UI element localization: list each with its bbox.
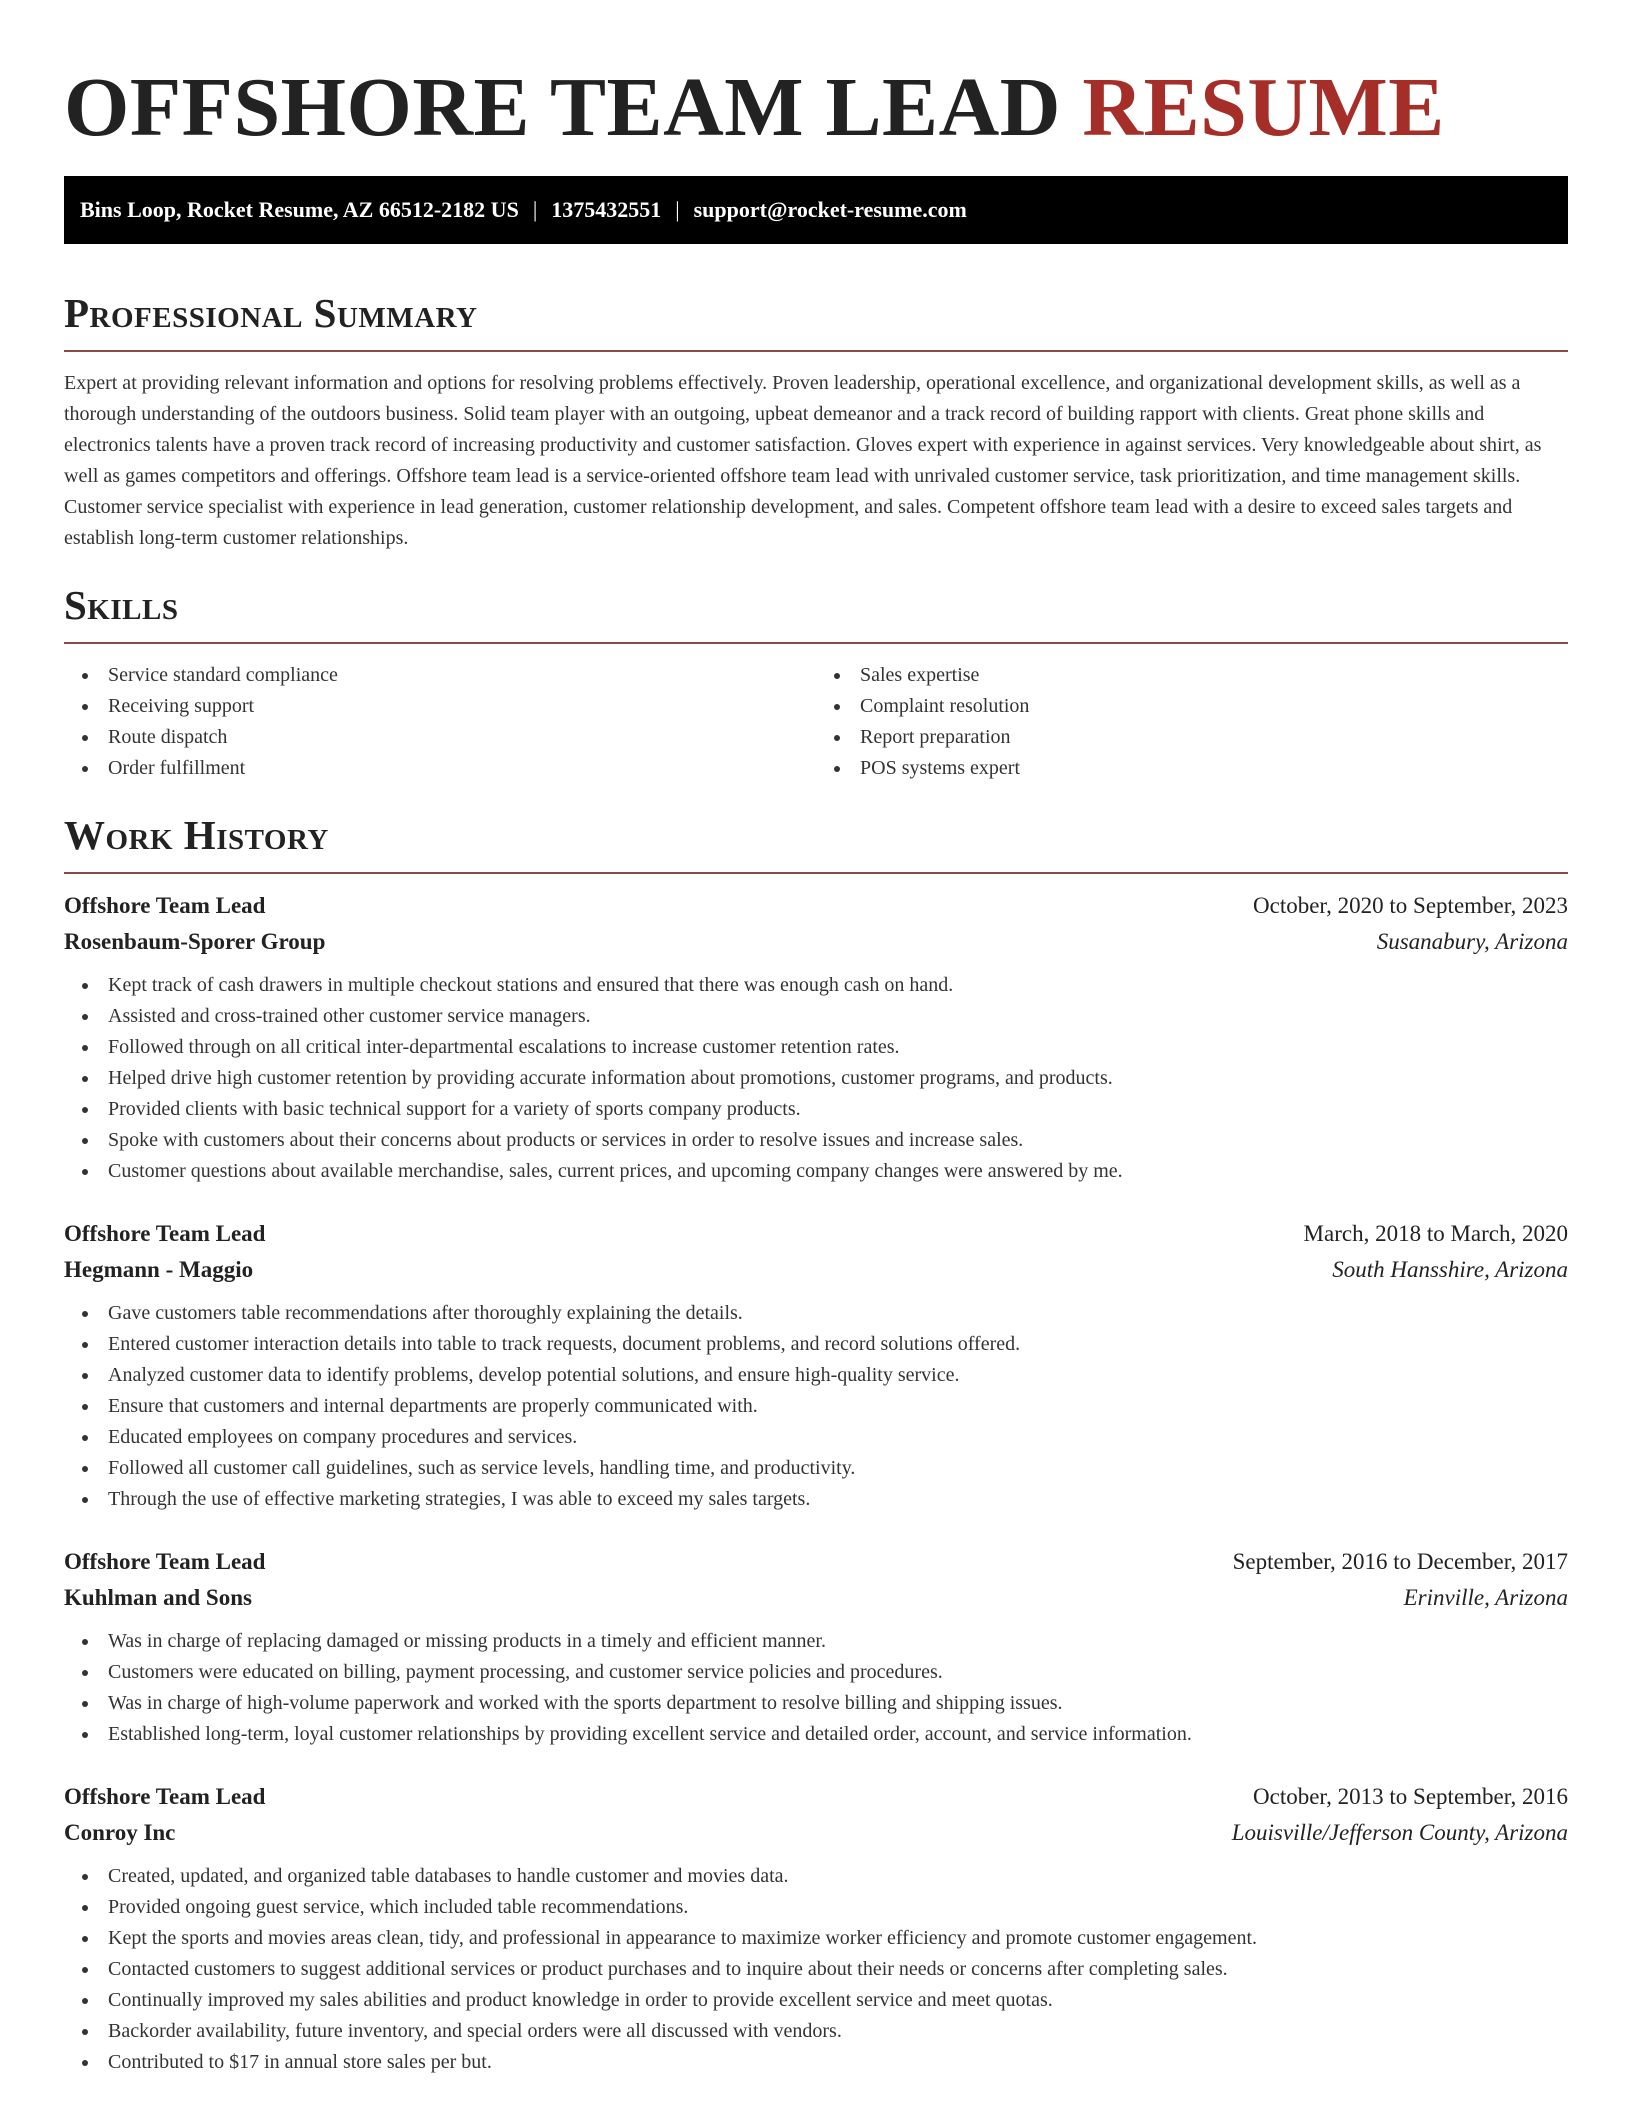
- job-bullet: Ensure that customers and internal departments are properly communicated with.: [64, 1391, 1568, 1422]
- job-bullets: [64, 1626, 1568, 1750]
- title-main: OFFSHORE TEAM LEAD: [64, 61, 1061, 154]
- job-entry: [64, 888, 1568, 1187]
- job-bullet: Contributed to $17 in annual store sales per but.: [64, 2047, 1568, 2078]
- skill-item: Order fulfillment: [64, 753, 816, 784]
- job-entry: [64, 1779, 1568, 2078]
- job-bullets: [64, 970, 1568, 1187]
- job-bullet: Customers were educated on billing, payment processing, and customer service policies and procedures.: [64, 1657, 1568, 1688]
- job-location: Louisville/Jefferson County, Arizona: [1231, 1820, 1568, 1845]
- job-bullet: Educated employees on company procedures and services.: [64, 1422, 1568, 1453]
- job-header: [64, 1779, 1568, 1815]
- work-history-section: [64, 810, 1568, 2078]
- skills-list-right: [816, 660, 1568, 784]
- skill-item: Route dispatch: [64, 722, 816, 753]
- job-location: South Hansshire, Arizona: [1332, 1257, 1568, 1282]
- job-bullet: Gave customers table recommendations after thoroughly explaining the details.: [64, 1298, 1568, 1329]
- skill-item: Report preparation: [816, 722, 1568, 753]
- section-divider: [64, 642, 1568, 644]
- job-company: Hegmann - Maggio: [64, 1257, 254, 1282]
- job-bullets: [64, 1298, 1568, 1515]
- job-subheader: [64, 1580, 1568, 1616]
- job-entry: [64, 1544, 1568, 1750]
- skills-list-left: [64, 660, 816, 784]
- job-bullet: Analyzed customer data to identify problems, develop potential solutions, and ensure high-quality service.: [64, 1360, 1568, 1391]
- section-heading-summary: Professional Summary: [64, 290, 478, 336]
- job-location: Susanabury, Arizona: [1376, 929, 1568, 954]
- job-bullet: Was in charge of replacing damaged or missing products in a timely and efficient manner.: [64, 1626, 1568, 1657]
- job-title: Offshore Team Lead: [64, 1784, 266, 1809]
- job-bullet: Spoke with customers about their concerns about products or services in order to resolve issues and increase sales.: [64, 1125, 1568, 1156]
- job-bullet: Through the use of effective marketing strategies, I was able to exceed my sales targets.: [64, 1484, 1568, 1515]
- section-heading-work-history: Work History: [64, 812, 329, 858]
- job-entry: [64, 1216, 1568, 1515]
- job-bullet: Provided ongoing guest service, which included table recommendations.: [64, 1892, 1568, 1923]
- job-bullet: Contacted customers to suggest additional services or product purchases and to inquire about their needs or concerns after completing sales.: [64, 1954, 1568, 1985]
- skill-item: Complaint resolution: [816, 691, 1568, 722]
- contact-separator: |: [532, 197, 538, 222]
- summary-section: [64, 288, 1568, 554]
- job-dates: September, 2016 to December, 2017: [1232, 1549, 1568, 1574]
- job-dates: March, 2018 to March, 2020: [1303, 1221, 1568, 1246]
- job-bullet: Followed through on all critical inter-departmental escalations to increase customer retention rates.: [64, 1032, 1568, 1063]
- job-bullet: Assisted and cross-trained other customer service managers.: [64, 1001, 1568, 1032]
- skill-item: POS systems expert: [816, 753, 1568, 784]
- job-header: [64, 1544, 1568, 1580]
- job-title: Offshore Team Lead: [64, 1549, 266, 1574]
- resume-title: [64, 0, 1568, 158]
- skills-columns: [64, 660, 1568, 784]
- job-bullet: Kept track of cash drawers in multiple checkout stations and ensured that there was enough cash on hand.: [64, 970, 1568, 1001]
- contact-separator: |: [675, 197, 680, 222]
- skills-section: [64, 580, 1568, 784]
- summary-text: Expert at providing relevant information and options for resolving problems effectively. Proven leadership, operational excellence, and organizational development skills, as well as a thorough understanding of the outdoors business. Solid team player with an outgoing, upbeat demeanor and a track record of building rapport with clients. Great phone skills and electronics talents have a proven track record of increasing productivity and customer satisfaction. Gloves expert with experience in against services. Very knowledgeable about shirt, as well as games competitors and offerings. Offshore team lead is a service-oriented offshore team lead with unrivaled customer service, task prioritization, and time management skills. Customer service specialist with experience in lead generation, customer relationship development, and sales. Competent offshore team lead with a desire to exceed sales targets and establish long-term customer relationships.: [64, 372, 1542, 549]
- job-company: Conroy Inc: [64, 1820, 176, 1845]
- job-bullet: Continually improved my sales abilities and product knowledge in order to provide excellent service and meet quotas.: [64, 1985, 1568, 2016]
- job-bullet: Helped drive high customer retention by providing accurate information about promotions, customer programs, and products.: [64, 1063, 1568, 1094]
- skill-item: Sales expertise: [816, 660, 1568, 691]
- job-dates: October, 2013 to September, 2016: [1253, 1784, 1568, 1809]
- job-bullet: Was in charge of high-volume paperwork and worked with the sports department to resolve billing and shipping issues.: [64, 1688, 1568, 1719]
- job-header: [64, 1216, 1568, 1252]
- job-bullet: Customer questions about available merchandise, sales, current prices, and upcoming company changes were answered by me.: [64, 1156, 1568, 1187]
- job-company: Rosenbaum-Sporer Group: [64, 929, 326, 954]
- contact-email[interactable]: support@rocket-resume.com: [693, 197, 967, 222]
- contact-phone[interactable]: 1375432551: [551, 197, 662, 222]
- title-accent: RESUME: [1082, 61, 1445, 154]
- job-title: Offshore Team Lead: [64, 1221, 266, 1246]
- job-bullet: Established long-term, loyal customer relationships by providing excellent service and detailed order, account, and service information.: [64, 1719, 1568, 1750]
- job-subheader: [64, 924, 1568, 960]
- job-bullet: Provided clients with basic technical support for a variety of sports company products.: [64, 1094, 1568, 1125]
- job-bullet: Backorder availability, future inventory, and special orders were all discussed with vendors.: [64, 2016, 1568, 2047]
- job-bullet: Followed all customer call guidelines, such as service levels, handling time, and productivity.: [64, 1453, 1568, 1484]
- job-dates: October, 2020 to September, 2023: [1253, 893, 1568, 918]
- job-subheader: [64, 1815, 1568, 1851]
- job-bullets: [64, 1861, 1568, 2078]
- contact-address: Bins Loop, Rocket Resume, AZ 66512-2182 US: [80, 197, 519, 222]
- job-company: Kuhlman and Sons: [64, 1585, 252, 1610]
- job-header: [64, 888, 1568, 924]
- contact-bar: [64, 176, 1568, 244]
- skill-item: Receiving support: [64, 691, 816, 722]
- job-subheader: [64, 1252, 1568, 1288]
- job-title: Offshore Team Lead: [64, 893, 266, 918]
- job-location: Erinville, Arizona: [1403, 1585, 1568, 1610]
- skill-item: Service standard compliance: [64, 660, 816, 691]
- section-heading-skills: Skills: [64, 582, 179, 628]
- job-bullet: Kept the sports and movies areas clean, tidy, and professional in appearance to maximize worker efficiency and promote customer engagement.: [64, 1923, 1568, 1954]
- section-divider: [64, 872, 1568, 874]
- section-divider: [64, 350, 1568, 352]
- job-bullet: Entered customer interaction details into table to track requests, document problems, and record solutions offered.: [64, 1329, 1568, 1360]
- job-bullet: Created, updated, and organized table databases to handle customer and movies data.: [64, 1861, 1568, 1892]
